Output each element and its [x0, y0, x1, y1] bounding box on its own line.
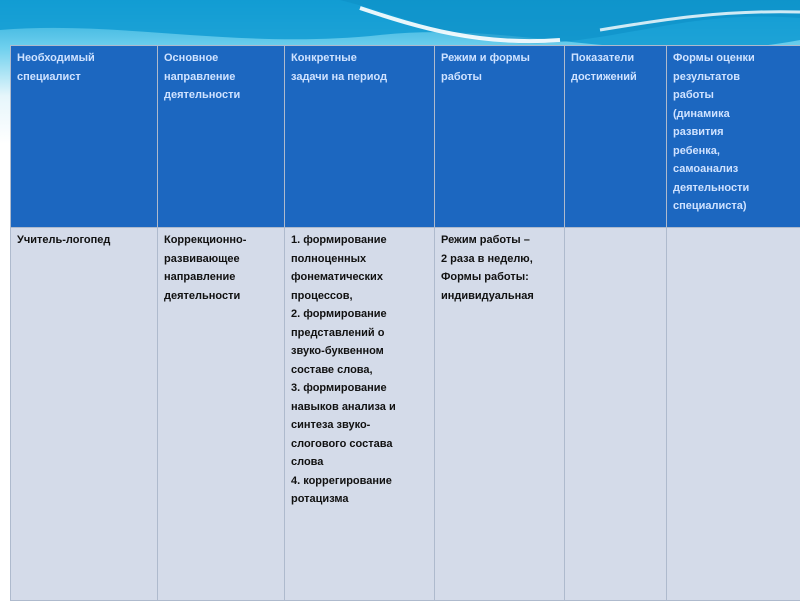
specialist-table: [10, 45, 800, 601]
cell-direction: Коррекционно- развивающее направление деятельности: [158, 228, 285, 601]
header-cell-specialist: Необходимый специалист: [11, 46, 158, 228]
cell-achievements: [565, 228, 667, 601]
header-cell-direction: Основное направление деятельности: [158, 46, 285, 228]
table-row: [11, 228, 800, 601]
header-cell-evaluation: Формы оценки результатов работы (динамика развития ребенка, самоанализ деятельности специалиста): [667, 46, 800, 228]
cell-evaluation: [667, 228, 800, 601]
header-cell-mode: Режим и формы работы: [435, 46, 565, 228]
cell-specialist: Учитель-логопед: [11, 228, 158, 601]
cell-tasks: 1. формирование полноценных фонематических процессов, 2. формирование представлений о звуко-буквенном составе слова, 3. формирование навыков анализа и синтеза звуко- слогового состава слова 4. коррегирование ротацизма: [285, 228, 435, 601]
header-cell-achievements: Показатели достижений: [565, 46, 667, 228]
header-cell-tasks: Конкретные задачи на период: [285, 46, 435, 228]
cell-mode: Режим работы – 2 раза в неделю, Формы работы: индивидуальная: [435, 228, 565, 601]
table-header-row: [11, 46, 800, 228]
